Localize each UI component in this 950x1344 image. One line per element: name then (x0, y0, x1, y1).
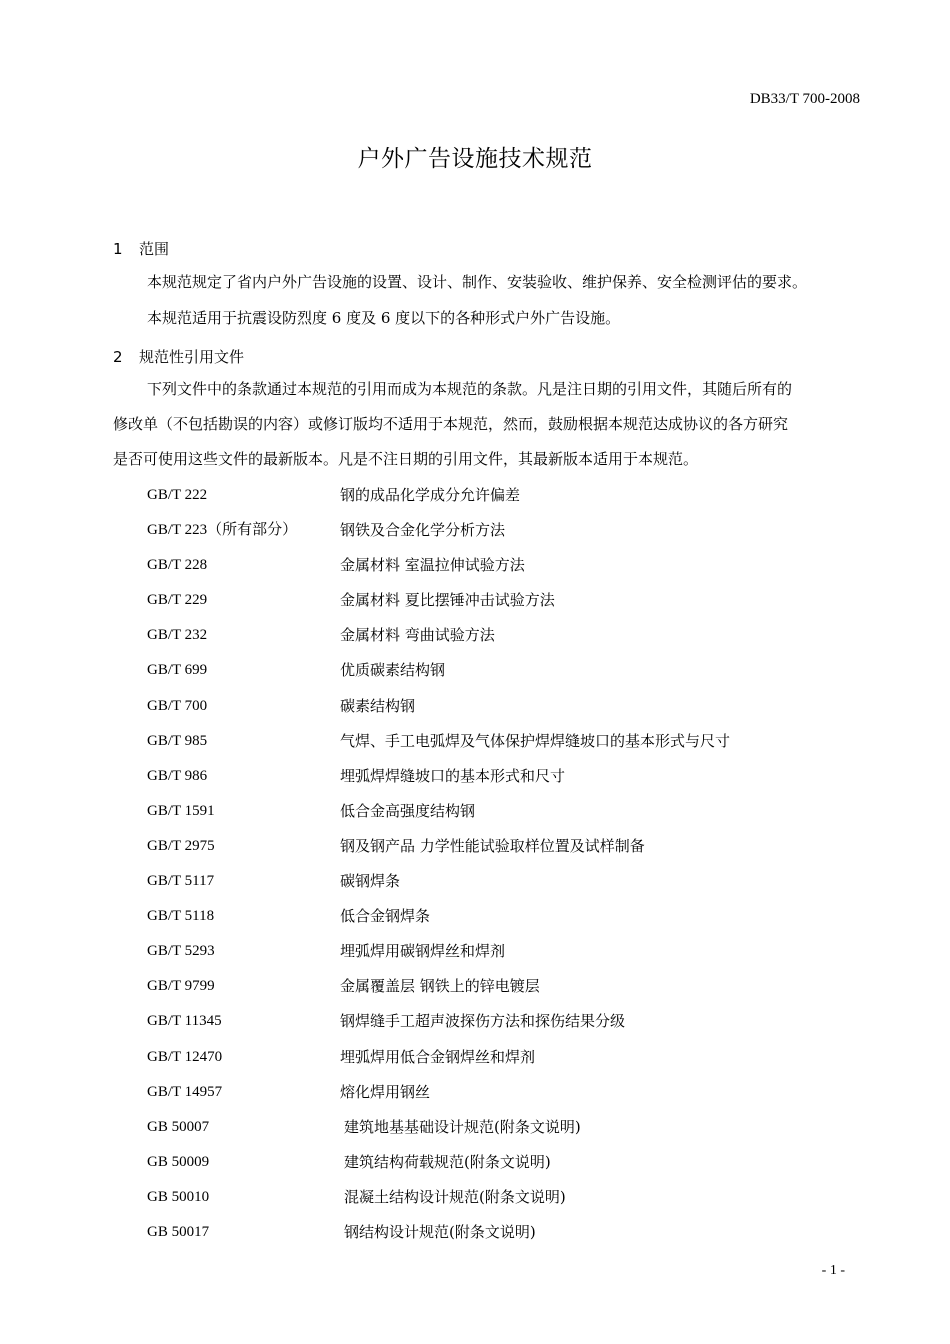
references-intro-line-1: 下列文件中的条款通过本规范的引用而成为本规范的条款。凡是注日期的引用文件，其随后所有的 (147, 380, 793, 398)
reference-title: 熔化焊用钢丝 (340, 1082, 431, 1101)
reference-title: 碳钢焊条 (340, 872, 401, 891)
reference-title: 金属材料 夏比摆锤冲击试验方法 (340, 591, 555, 610)
reference-item (147, 618, 867, 653)
section-1-heading (113, 238, 169, 259)
reference-title: 钢焊缝手工超声波探伤方法和探伤结果分级 (340, 1012, 626, 1031)
reference-code: GB/T 232 (147, 627, 208, 644)
reference-code: GB/T 699 (147, 662, 208, 679)
reference-code: GB/T 222 (147, 487, 208, 503)
reference-title: 碳素结构钢 (340, 696, 416, 715)
reference-item (147, 1180, 867, 1215)
section-number: 1 (113, 240, 123, 258)
reference-code: GB/T 229 (147, 592, 208, 609)
reference-title: 埋弧焊用碳钢焊丝和焊剂 (340, 942, 506, 961)
reference-code: GB/T 986 (147, 767, 208, 784)
reference-title: 建筑结构荷载规范(附条文说明) (344, 1152, 551, 1171)
reference-code: GB/T 5117 (147, 873, 215, 890)
reference-item (147, 759, 867, 794)
reference-code: GB/T 5118 (147, 908, 215, 925)
reference-item (147, 794, 867, 829)
reference-item (147, 934, 867, 969)
reference-title: 埋弧焊用低合金钢焊丝和焊剂 (340, 1047, 536, 1066)
scope-paragraph-2: 本规范适用于抗震设防烈度 6 度及 6 度以下的各种形式户外广告设施。 (147, 309, 621, 327)
reference-title: 金属覆盖层 钢铁上的锌电镀层 (340, 977, 540, 996)
reference-item (147, 1004, 867, 1039)
reference-item (147, 513, 867, 548)
reference-code: GB/T 11345 (147, 1013, 222, 1030)
reference-title: 低合金高强度结构钢 (340, 801, 476, 820)
reference-code: GB/T 223（所有部分） (147, 522, 298, 539)
reference-code: GB/T 985 (147, 732, 208, 749)
reference-title: 钢铁及合金化学分析方法 (340, 521, 506, 540)
reference-item (147, 653, 867, 688)
reference-title: 建筑地基基础设计规范(附条文说明) (344, 1117, 581, 1136)
reference-title: 气焊、手工电弧焊及气体保护焊焊缝坡口的基本形式与尺寸 (340, 731, 731, 750)
reference-code: GB 50007 (147, 1118, 210, 1135)
reference-code: GB/T 228 (147, 557, 208, 574)
reference-title: 钢的成品化学成分允许偏差 (340, 486, 521, 504)
reference-code: GB 50010 (147, 1188, 210, 1205)
reference-title: 低合金钢焊条 (340, 907, 431, 926)
reference-code: GB 50009 (147, 1153, 210, 1170)
section-title: 规范性引用文件 (139, 348, 245, 366)
reference-item (147, 583, 867, 618)
reference-list (147, 478, 867, 1250)
references-intro-line-2: 修改单（不包括勘误的内容）或修订版均不适用于本规范，然而，鼓励根据本规范达成协议的各方研究 (113, 415, 789, 433)
reference-item (147, 969, 867, 1004)
reference-title: 混凝土结构设计规范(附条文说明) (344, 1187, 566, 1206)
reference-title: 埋弧焊焊缝坡口的基本形式和尺寸 (340, 766, 566, 785)
section-title: 范围 (139, 240, 170, 258)
reference-item (147, 899, 867, 934)
reference-title: 金属材料 弯曲试验方法 (340, 626, 495, 645)
reference-item (147, 829, 867, 864)
reference-title: 钢及钢产品 力学性能试验取样位置及试样制备 (340, 836, 645, 855)
scope-paragraph-1: 本规范规定了省内户外广告设施的设置、设计、制作、安装验收、维护保养、安全检测评估的要求。 (147, 273, 808, 291)
reference-item (147, 1040, 867, 1075)
section-number: 2 (113, 348, 123, 366)
reference-code: GB/T 2975 (147, 837, 215, 854)
reference-code: GB/T 14957 (147, 1083, 223, 1100)
reference-title: 优质碳素结构钢 (340, 661, 446, 680)
reference-item (147, 1110, 867, 1145)
document-title: 户外广告设施技术规范 (357, 146, 593, 172)
reference-code: GB/T 5293 (147, 943, 215, 960)
reference-item (147, 1145, 867, 1180)
reference-item (147, 689, 867, 724)
page-number: - 1 - (821, 1263, 845, 1278)
reference-code: GB/T 700 (147, 697, 208, 714)
reference-title: 钢结构设计规范(附条文说明) (344, 1222, 536, 1241)
reference-code: GB/T 1591 (147, 802, 215, 819)
references-intro-line-3: 是否可使用这些文件的最新版本。凡是不注日期的引用文件，其最新版本适用于本规范。 (113, 450, 699, 468)
reference-item (147, 548, 867, 583)
reference-code: GB/T 12470 (147, 1048, 223, 1065)
reference-item (147, 724, 867, 759)
reference-code: GB/T 9799 (147, 978, 215, 995)
reference-item (147, 1075, 867, 1110)
section-2-heading (113, 346, 244, 367)
reference-item (147, 1215, 867, 1250)
reference-item (147, 478, 867, 513)
reference-code: GB 50017 (147, 1223, 210, 1240)
document-code: DB33/T 700-2008 (749, 91, 860, 107)
reference-title: 金属材料 室温拉伸试验方法 (340, 556, 525, 575)
reference-item (147, 864, 867, 899)
